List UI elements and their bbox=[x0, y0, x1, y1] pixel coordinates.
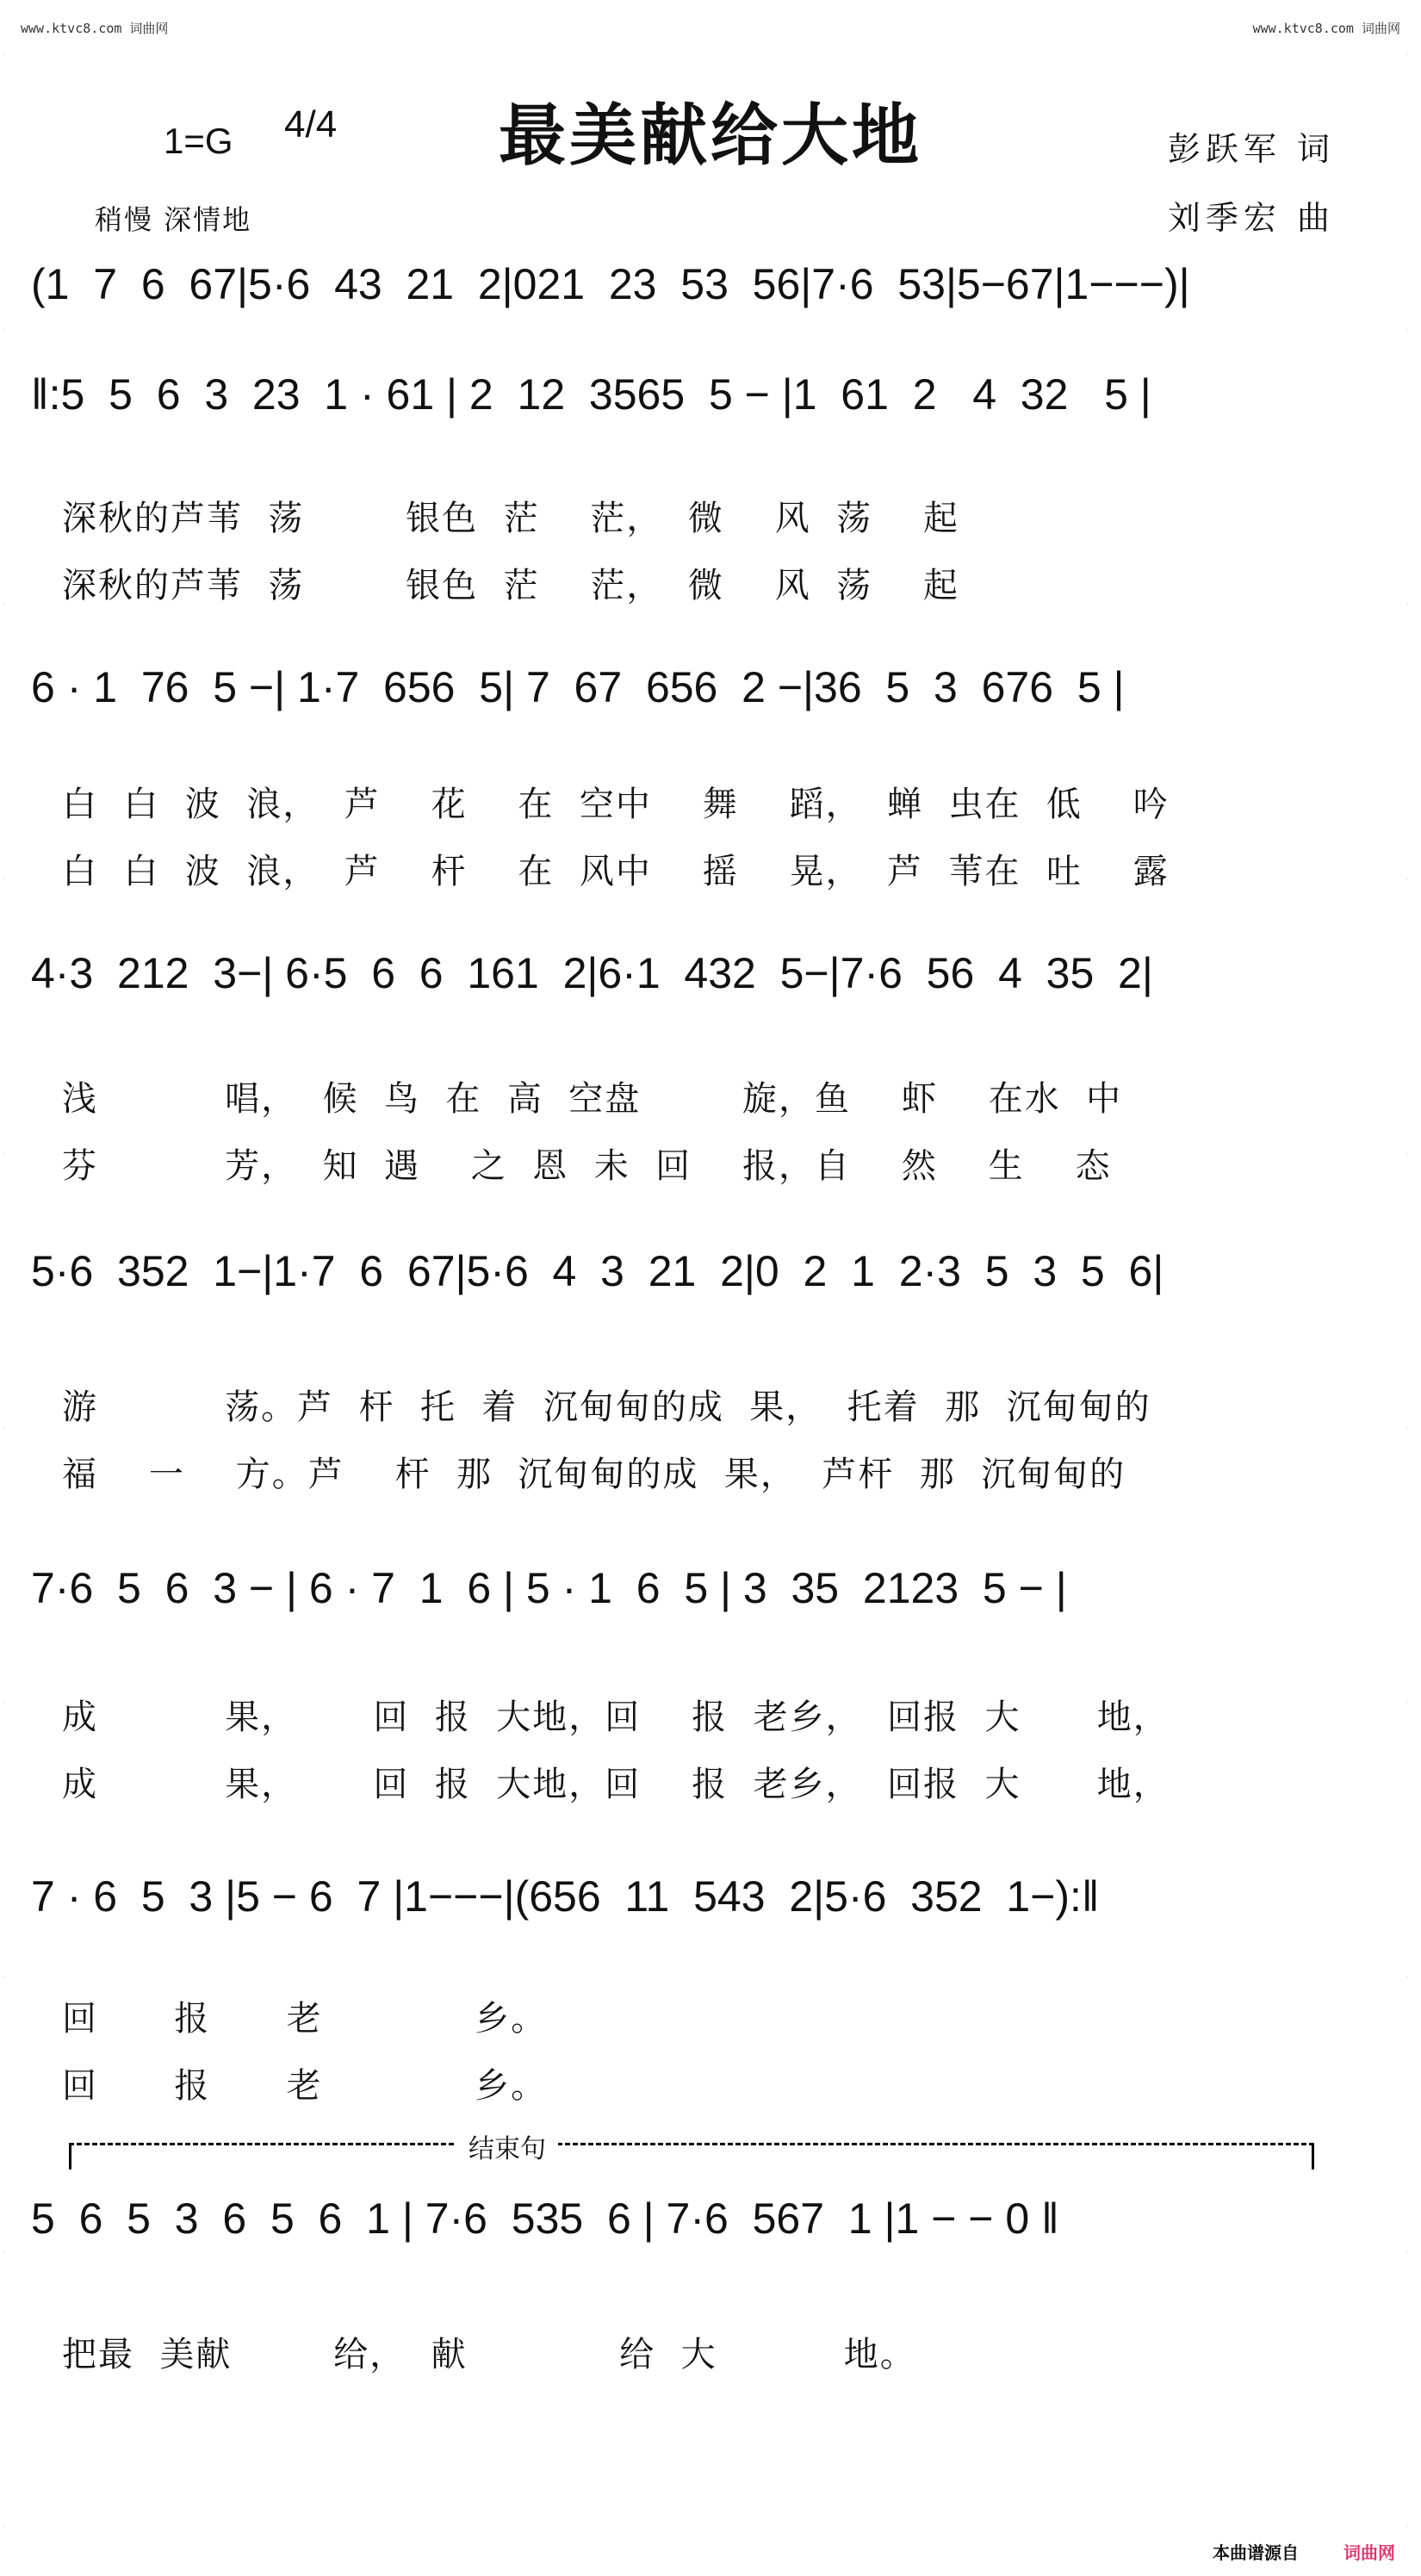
notation-line-2: ‖:5 5 6 3 23 1 · 61 | 2 12 3565 5 − |1 61 2 4 32 5 | bbox=[31, 370, 1151, 419]
lyric-line-7b: 回 报 老 乡。 bbox=[62, 2066, 548, 2106]
ending-label: 结束句 bbox=[456, 2127, 558, 2165]
notation-line-5: 5·6 352 1−|1·7 6 67|5·6 4 3 21 2|0 2 1 2·3 5 3 5 6| bbox=[31, 1247, 1164, 1295]
lyric-line-5b: 福 一 方。芦 杆 那 沉甸甸的成 果， 芦杆 那 沉甸甸的 bbox=[62, 1455, 1126, 1494]
left-watermark-strip: · · · · · · · · · · bbox=[3, 51, 7, 2532]
notation-line-8: 5 6 5 3 6 5 6 1 | 7·6 535 6 | 7·6 567 1 |1 − − 0 ‖ bbox=[31, 2194, 1059, 2243]
notation-line-4: 4·3 212 3−| 6·5 6 6 161 2|6·1 432 5−|7·6 56 4 35 2| bbox=[31, 949, 1153, 997]
lyric-line-7a: 回 报 老 乡。 bbox=[62, 1999, 548, 2039]
key-signature: 1=G bbox=[164, 121, 233, 161]
composer-credit: 刘季宏 曲 bbox=[1167, 199, 1335, 237]
notation-line-7: 7 · 6 5 3 |5 − 6 7 |1−−−|(656 11 543 2|5·6 352 1−):‖ bbox=[31, 1872, 1100, 1921]
lyric-line-3a: 白 白 波 浪， 芦 花 在 空中 舞 蹈， 蝉 虫在 低 吟 bbox=[62, 785, 1170, 824]
right-watermark-strip: · · · · · · · · · · bbox=[1405, 51, 1409, 2532]
lyricist-credit: 彭跃军 词 bbox=[1167, 130, 1335, 168]
lyric-line-8: 把最 美献 给， 献 给 大 地。 bbox=[62, 2335, 916, 2374]
lyric-line-3b: 白 白 波 浪， 芦 杆 在 风中 摇 晃， 芦 苇在 吐 露 bbox=[62, 852, 1170, 891]
lyric-line-5a: 游 荡。芦 杆 托 着 沉甸甸的成 果， 托着 那 沉甸甸的 bbox=[62, 1387, 1151, 1427]
tempo-marking: 稍慢 深情地 bbox=[95, 203, 252, 236]
ending-bracket bbox=[69, 2143, 1314, 2169]
site-url-right[interactable]: www.ktvc8.com 词曲网 bbox=[1252, 21, 1400, 36]
time-signature: 4/4 bbox=[284, 103, 338, 146]
footer-source-label: 本曲谱源自 bbox=[1213, 2542, 1299, 2563]
lyric-line-4a: 浅 唱， 候 鸟 在 高 空盘 旋，鱼 虾 在水 中 bbox=[62, 1079, 1123, 1119]
lyric-line-6b: 成 果， 回 报 大地，回 报 老乡， 回报 大 地， bbox=[62, 1765, 1170, 1804]
notation-line-3: 6 · 1 76 5 −| 1·7 656 5| 7 67 656 2 −|36 5 3 676 5 | bbox=[31, 663, 1125, 711]
song-title: 最美献给大地 bbox=[498, 96, 922, 175]
lyric-line-6a: 成 果， 回 报 大地，回 报 老乡， 回报 大 地， bbox=[62, 1698, 1170, 1737]
footer-brand-link[interactable]: 词曲网 bbox=[1343, 2542, 1395, 2563]
lyric-line-2b: 深秋的芦苇 荡 银色 茫 茫， 微 风 荡 起 bbox=[62, 566, 960, 605]
lyric-line-2a: 深秋的芦苇 荡 银色 茫 茫， 微 风 荡 起 bbox=[62, 499, 960, 538]
lyric-line-4b: 芬 芳， 知 遇 之 恩 未 回 报，自 然 生 态 bbox=[62, 1146, 1112, 1186]
notation-line-1: (1 7 6 67|5·6 43 21 2|021 23 53 56|7·6 53|5−67|1−−−)| bbox=[31, 260, 1190, 308]
notation-line-6: 7·6 5 6 3 − | 6 · 7 1 6 | 5 · 1 6 5 | 3 35 2123 5 − | bbox=[31, 1564, 1067, 1612]
site-url-left[interactable]: www.ktvc8.com 词曲网 bbox=[21, 21, 169, 36]
